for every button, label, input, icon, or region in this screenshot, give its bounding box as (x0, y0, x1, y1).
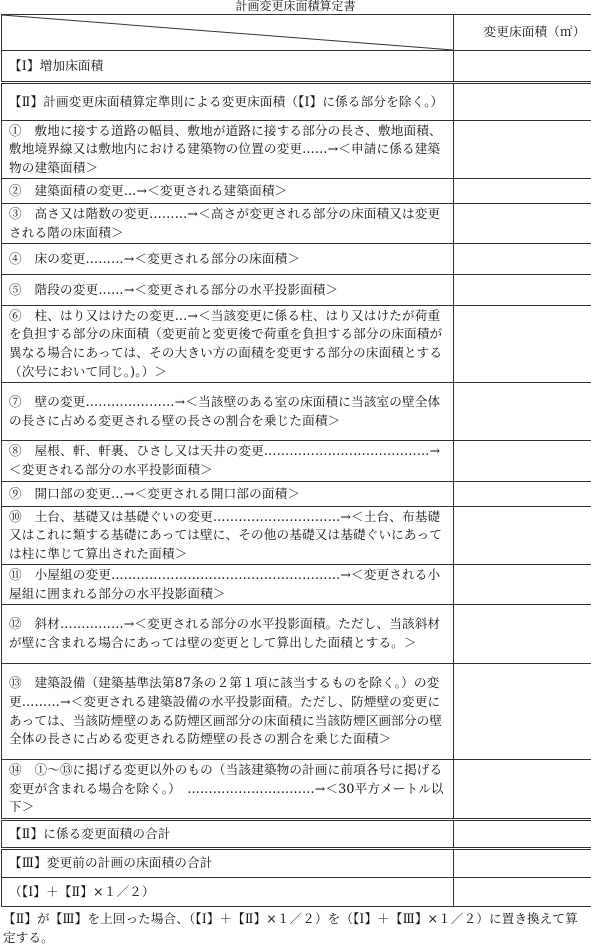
item-11-text: ⑪ 小屋組の変更………………………………………………→＜変更される小屋組に囲まれる部分の水平投影面積＞ (2, 565, 454, 605)
item-2-text: ② 建築面積の変更…→＜変更される建築面積＞ (2, 179, 454, 204)
item-1-value-field[interactable] (454, 121, 591, 179)
item-4-text: ④ 床の変更………→＜変更される部分の床面積＞ (2, 244, 454, 275)
increase-row (2, 51, 591, 83)
item-7-text: ⑦ 壁の変更…………………→＜当該壁のある室の床面積に当該室の壁全体の長さに占める変更される壁の長さの割合を乗じた面積＞ (2, 383, 454, 441)
increase-label: 【Ⅰ】増加床面積 (2, 51, 454, 83)
item-12-value-field[interactable] (454, 605, 591, 664)
table-row (2, 482, 591, 507)
value-column-header: 変更床面積（㎡） (454, 15, 591, 51)
formula-row (2, 878, 591, 907)
table-row (2, 383, 591, 441)
table-row (2, 204, 591, 244)
header-blank-cell (2, 15, 454, 51)
diagonal-line (2, 15, 453, 50)
table-row (2, 441, 591, 482)
item-11-value-field[interactable] (454, 565, 591, 605)
table-row (2, 275, 591, 306)
item-2-value-field[interactable] (454, 179, 591, 204)
footnote: 【Ⅱ】が【Ⅲ】を上回った場合、（【Ⅰ】＋【Ⅱ】×１／２）を（【Ⅰ】＋【Ⅲ】×１／２）に置き換えて算定する。 (3, 911, 578, 945)
table-row (2, 121, 591, 179)
ii-header-row (2, 83, 591, 121)
formula-value-field[interactable] (454, 878, 591, 907)
item-13-value-field[interactable] (454, 664, 591, 760)
item-12-text: ⑫ 斜材……………→＜変更される部分の水平投影面積。ただし、当該斜材が壁に含まれる場合にあっては壁の変更として算出した面積とする。＞ (2, 605, 454, 664)
table-row (2, 605, 591, 664)
ii-header-value-field[interactable] (454, 83, 591, 121)
table-row (2, 306, 591, 383)
item-10-value-field[interactable] (454, 507, 591, 565)
item-3-value-field[interactable] (454, 204, 591, 244)
item-9-text: ⑨ 開口部の変更…→＜変更される開口部の面積＞ (2, 482, 454, 507)
ii-header-label: 【Ⅱ】計画変更床面積算定準則による変更床面積（【Ⅰ】に係る部分を除く。） (2, 83, 454, 121)
item-5-text: ⑤ 階段の変更……→＜変更される部分の水平投影面積＞ (2, 275, 454, 306)
calculation-table (1, 14, 591, 907)
ii-total-row (2, 820, 591, 849)
header-row (2, 15, 591, 51)
table-row (2, 760, 591, 820)
table-row (2, 179, 591, 204)
ii-total-label: 【Ⅱ】に係る変更面積の合計 (2, 820, 454, 849)
item-8-value-field[interactable] (454, 441, 591, 482)
ii-total-value-field[interactable] (454, 820, 591, 849)
table-row (2, 664, 591, 760)
item-14-text: ⑭ ①～⑬に掲げる変更以外のもの（当該建築物の計画に前項各号に掲げる変更が含まれる場合を除く。） …………………………→＜30平方メートル以下＞ (2, 760, 454, 820)
item-13-text: ⑬ 建築設備（建築基準法第87条の２第１項に該当するものを除く。）の変更………→＜変更される建築設備の水平投影面積。ただし、防煙壁の変更にあっては、当該防煙壁のある防煙区画部分の床面積に当該防煙区画部分の壁全体の長さに占める変更される防煙壁の長さの割合を乗じた面積＞ (2, 664, 454, 760)
table-row (2, 565, 591, 605)
item-7-value-field[interactable] (454, 383, 591, 441)
document-title: 計画変更床面積算定書 (235, 0, 356, 13)
item-3-text: ③ 高さ又は階数の変更………→＜高さが変更される部分の床面積又は変更される階の床面積＞ (2, 204, 454, 244)
item-6-text: ⑥ 柱、はり又はけたの変更…→＜当該変更に係る柱、はり又はけたが荷重を負担する部分の床面積（変更前と変更後で荷重を負担する部分の床面積が異なる場合にあっては、その大きい方の面積を変更する部分の床面積とする（次号において同じ。)。）＞ (2, 306, 454, 383)
table-row (2, 244, 591, 275)
item-14-value-field[interactable] (454, 760, 591, 820)
increase-value-field[interactable] (454, 51, 591, 83)
item-5-value-field[interactable] (454, 275, 591, 306)
iii-total-row (2, 849, 591, 878)
item-9-value-field[interactable] (454, 482, 591, 507)
item-10-text: ⑩ 土台、基礎又は基礎ぐいの変更…………………………→＜土台、布基礎又はこれに類する基礎にあっては壁に、その他の基礎又は基礎ぐいにあっては柱に準じて算出された面積＞ (2, 507, 454, 565)
table-row (2, 507, 591, 565)
item-8-text: ⑧ 屋根、軒、軒裏、ひさし又は天井の変更…………………………………→＜変更される部分の水平投影面積＞ (2, 441, 454, 482)
iii-total-label: 【Ⅲ】変更前の計画の床面積の合計 (2, 849, 454, 878)
item-6-value-field[interactable] (454, 306, 591, 383)
item-4-value-field[interactable] (454, 244, 591, 275)
iii-total-value-field[interactable] (454, 849, 591, 878)
item-1-text: ① 敷地に接する道路の幅員、敷地が道路に接する部分の長さ、敷地面積、敷地境界線又は敷地内における建築物の位置の変更……→＜申請に係る建築物の建築面積＞ (2, 121, 454, 179)
formula-label: （【Ⅰ】＋【Ⅱ】×１／２） (2, 878, 454, 907)
